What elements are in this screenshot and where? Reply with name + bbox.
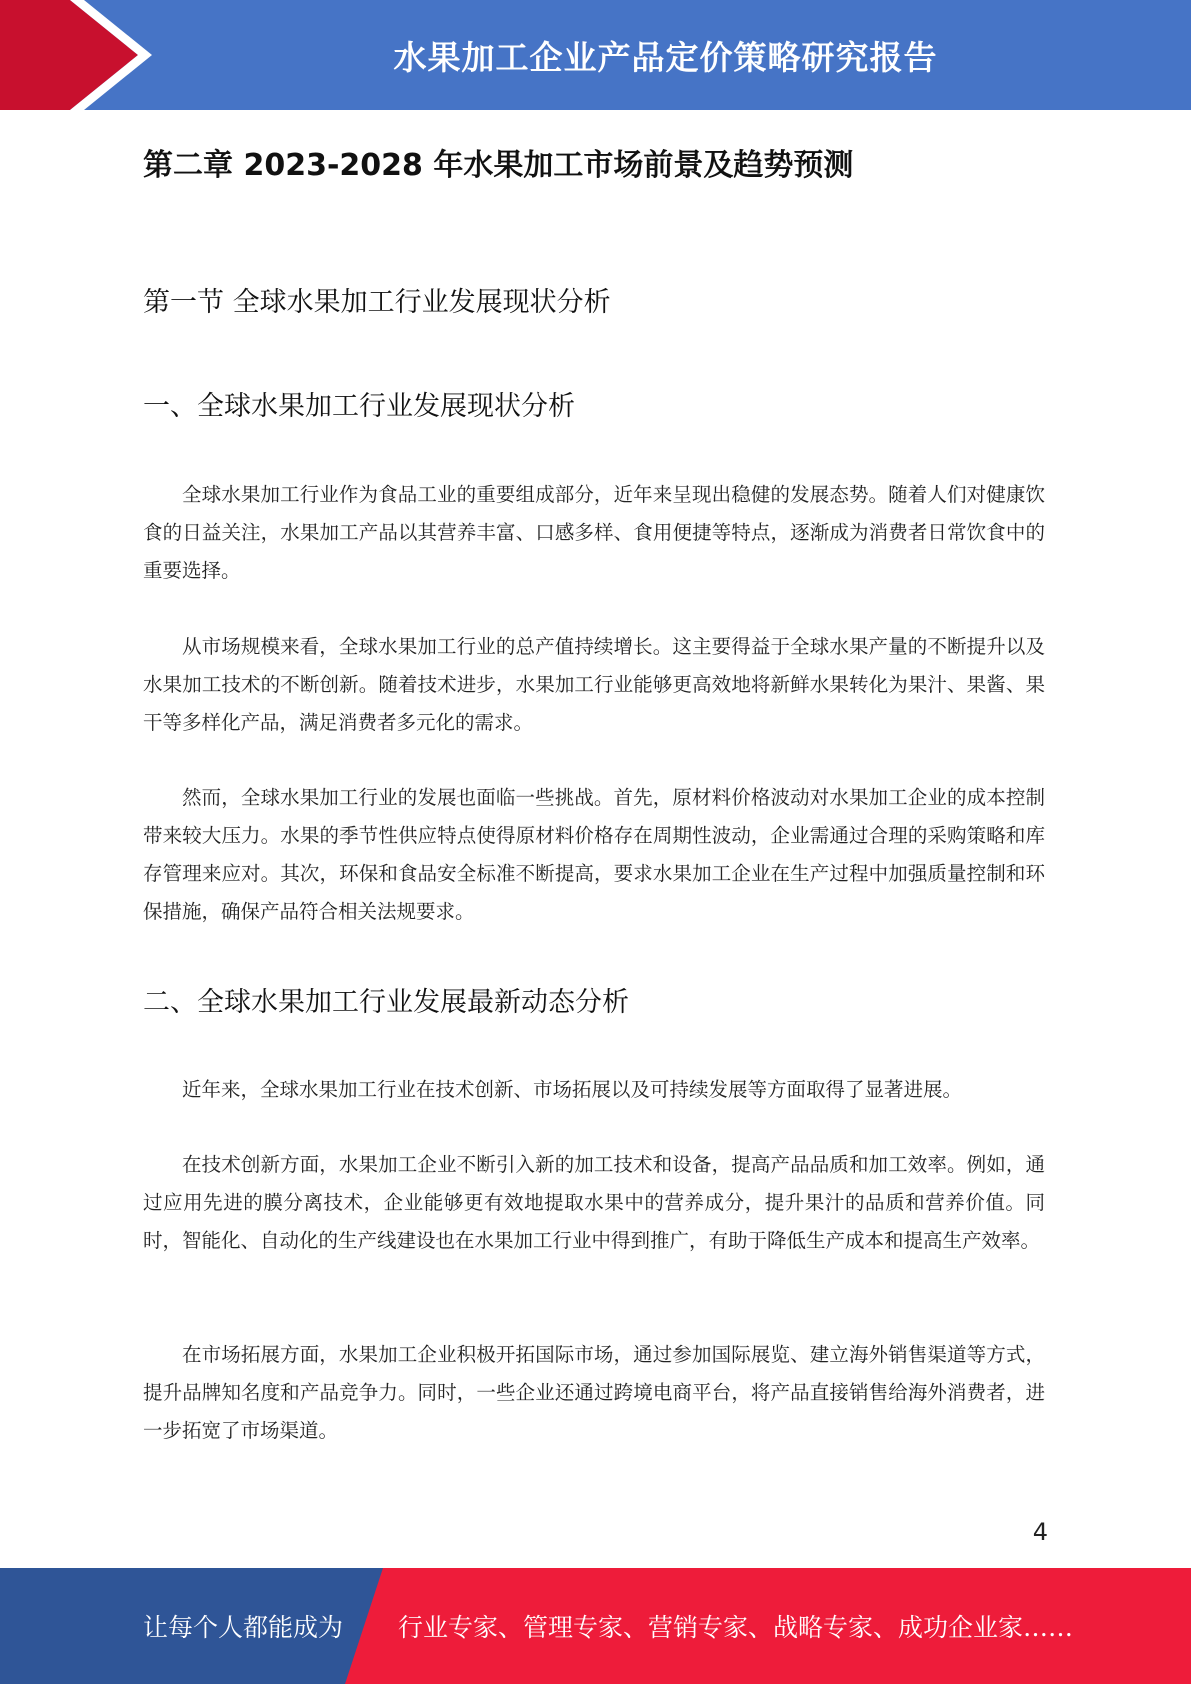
header-bar — [0, 0, 1191, 110]
chapter-title: 第二章 2023-2028 年水果加工市场前景及趋势预测 — [143, 148, 854, 183]
subsection-title-1: 一、全球水果加工行业发展现状分析 — [143, 391, 575, 422]
footer-banner — [0, 1568, 1191, 1684]
page-number: 4 — [1032, 1518, 1048, 1546]
footer-slogan-left: 让每个人都能成为 — [143, 1613, 344, 1642]
subsection-title-2: 二、全球水果加工行业发展最新动态分析 — [143, 987, 629, 1018]
paragraph: 在市场拓展方面，水果加工企业积极开拓国际市场，通过参加国际展览、建立海外销售渠道等方式，提升品牌知名度和产品竞争力。同时，一些企业还通过跨境电商平台，将产品直接销售给海外消费者，进一步拓宽了市场渠道。 — [143, 1343, 1045, 1442]
header-chevron-decoration — [0, 0, 160, 110]
paragraph: 全球水果加工行业作为食品工业的重要组成部分，近年来呈现出稳健的发展态势。随着人们对健康饮食的日益关注，水果加工产品以其营养丰富、口感多样、食用便捷等特点，逐渐成为消费者日常饮食中的重要选择。 — [143, 483, 1045, 582]
paragraph: 近年来，全球水果加工行业在技术创新、市场拓展以及可持续发展等方面取得了显著进展。 — [182, 1078, 963, 1101]
paragraph: 在技术创新方面，水果加工企业不断引入新的加工技术和设备，提高产品品质和加工效率。例如，通过应用先进的膜分离技术，企业能够更有效地提取水果中的营养成分，提升果汁的品质和营养价值。同时，智能化、自动化的生产线建设也在水果加工行业中得到推广，有助于降低生产成本和提高生产效率。 — [143, 1153, 1045, 1252]
footer-slogan-right: 行业专家、管理专家、营销专家、战略专家、成功企业家…… — [398, 1613, 1074, 1642]
report-title: 水果加工企业产品定价策略研究报告 — [393, 37, 938, 77]
section-title: 第一节 全球水果加工行业发展现状分析 — [143, 287, 611, 318]
paragraph: 然而，全球水果加工行业的发展也面临一些挑战。首先，原材料价格波动对水果加工企业的成本控制带来较大压力。水果的季节性供应特点使得原材料价格存在周期性波动，企业需通过合理的采购策略和库存管理来应对。其次，环保和食品安全标准不断提高，要求水果加工企业在生产过程中加强质量控制和环保措施，确保产品符合相关法规要求。 — [143, 786, 1045, 923]
paragraph: 从市场规模来看，全球水果加工行业的总产值持续增长。这主要得益于全球水果产量的不断提升以及水果加工技术的不断创新。随着技术进步，水果加工行业能够更高效地将新鲜水果转化为果汁、果酱、果干等多样化产品，满足消费者多元化的需求。 — [143, 635, 1045, 734]
